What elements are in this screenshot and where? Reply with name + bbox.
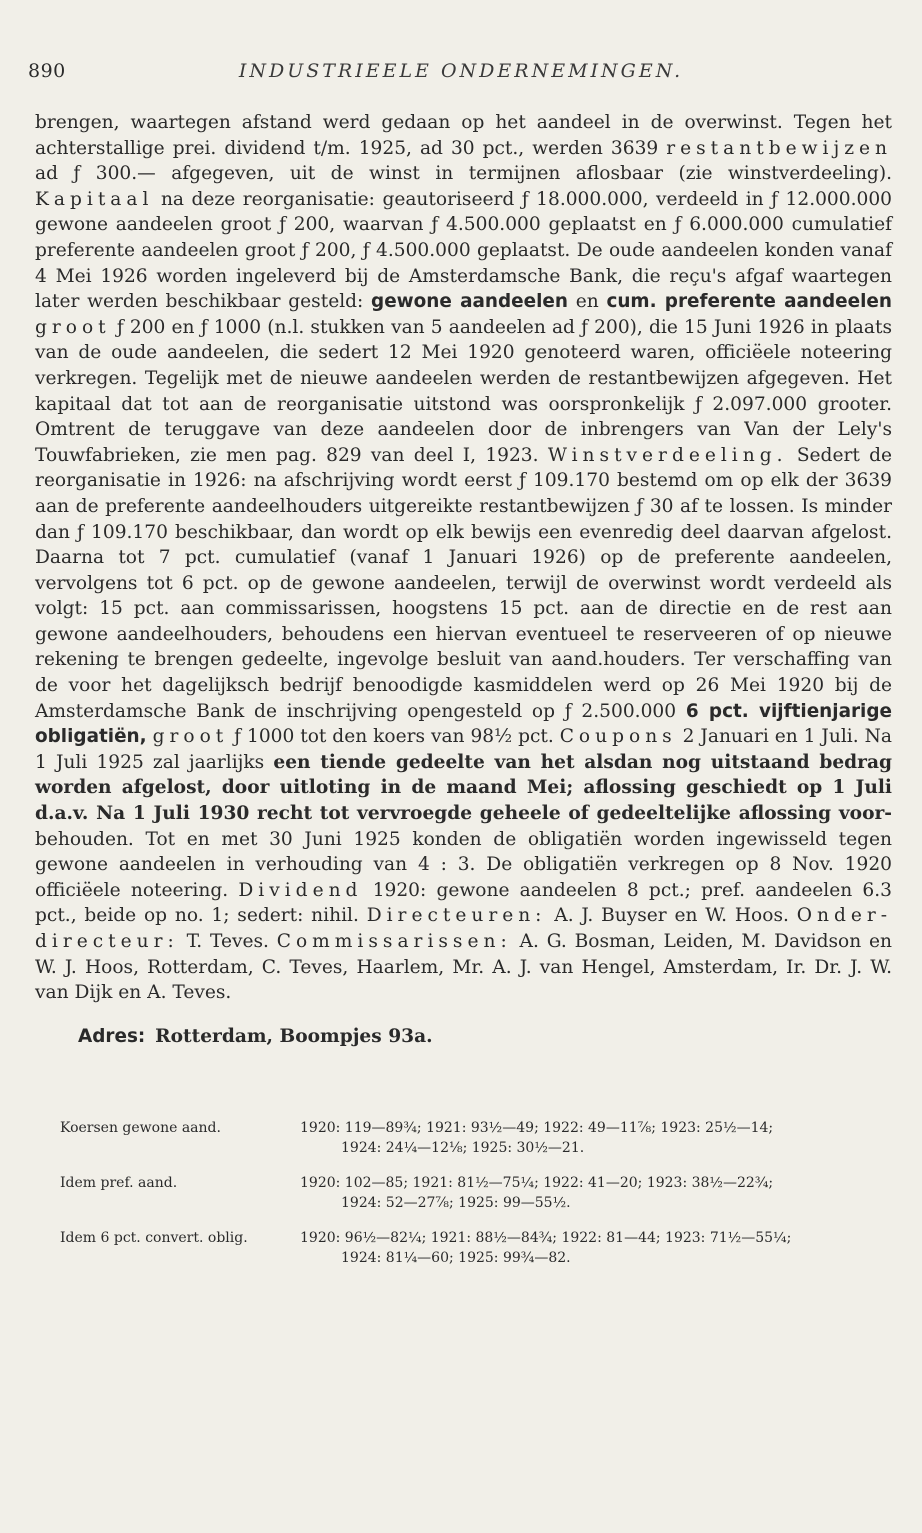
body-paragraph [35, 110, 892, 1006]
spaced-term-onder-directeur: Onder-directeur: [35, 905, 893, 952]
spaced-term-kapitaal: Kapitaal [35, 188, 154, 210]
spaced-term-groot: groot [152, 726, 229, 748]
spaced-term-restantbewijzen: restantbewijzen [666, 137, 892, 159]
page-number: 890 [28, 60, 66, 82]
koersen-label: Idem pref. aand. [60, 1175, 178, 1191]
koersen-row [60, 1173, 882, 1213]
koersen-values: 1920: 96½—82¼; 1921: 88½—84¾; 1922: 81—44; 1923: 71½—55¼; [300, 1230, 792, 1246]
bold-term-gewone-aandeelen: gewone aandeelen [371, 291, 568, 313]
spaced-term-winstverdeeling: Winstverdeeling. [547, 444, 788, 466]
spaced-term-groot: groot [35, 316, 111, 338]
text-run: ƒ 200 en ƒ 1000 (n.l. stukken van 5 aandeelen ad ƒ 200), die 15 Juni 1926 in plaats van de oude aandeelen, die sedert 12 Mei 1920 genoteerd waren, officiëele noteering verkregen. Tegelijk met de nieuwe aandeelen werden de restantbewijzen afgegeven. Het kapitaal dat tot aan de reorganisatie uitstond was oorspronkelijk ƒ 2.097.000 grooter. Omtrent de teruggave van deze aandeelen door de inbrengers van Van der Lely's Touwfabrieken, zie men pag. 829 van deel I, 1923. [35, 316, 892, 466]
spaced-term-dividend: Dividend [238, 879, 363, 901]
address-value: Rotterdam, Boompjes 93a. [155, 1026, 433, 1047]
spaced-term-coupons: Coupons [559, 726, 677, 748]
text-run: behouden. Tot en met 30 Juni 1925 konden de obligatiën worden ingewisseld tegen gewone aandeelen in verhouding van 4 : 3. De obligatiën verkregen op 8 Nov. 1920 officiëele noteering. [35, 828, 892, 901]
page-header [28, 58, 894, 92]
text-run: brengen, waartegen afstand werd gedaan op het aandeel in de overwinst. Tegen het achterstallige prei. dividend t/m. 1925, ad 30 pct., werden 3639 [35, 112, 892, 159]
text-run: ad ƒ 300.— afgegeven, uit de winst in termijnen aflosbaar (zie winstverdeeling). [35, 163, 892, 185]
koersen-values-cont: 1924: 24¼—12⅛; 1925: 30½—21. [341, 1140, 585, 1156]
koersen-label: Koersen gewone aand. [60, 1120, 221, 1136]
spaced-term-commissarissen: Commissarissen: [276, 931, 512, 952]
text-run: en [575, 291, 599, 313]
text-run: T. Teves. [186, 931, 269, 952]
text-run: 1920: gewone aandeelen 8 pct.; pref. aandeelen 6.3 pct., beide op no. 1; sedert: nihil. [35, 879, 892, 927]
koersen-row [60, 1118, 882, 1158]
bold-run-aflossing: een tiende gedeelte van het alsdan nog uitstaand bedrag worden afgelost, door uitloting in de maand Mei; aflossing geschiedt op 1 Juli d.a.v. Na 1 Juli 1930 recht tot vervroegde geheele of gedeeltelijke aflossing voor- [35, 751, 892, 825]
bold-term-obligatien: 6 pct. vijftienjarige obligatiën, [35, 700, 892, 748]
text-run: A. J. Buyser en W. Hoos. [554, 905, 789, 927]
bold-term-cum-preferente: cum. preferente aandeelen [606, 291, 892, 313]
text-run: ƒ 1000 tot den koers van 98½ pct. [234, 726, 554, 748]
koersen-values: 1920: 119—89¾; 1921: 93½—49; 1922: 49—11⅞; 1923: 25½—14; [300, 1120, 774, 1136]
text-run: Sedert de reorganisatie in 1926: na afschrijving wordt eerst ƒ 109.170 bestemd om op elk der 3639 aan de preferente aandeelhouders uitgereikte restantbewijzen ƒ 30 af te lossen. Is minder dan ƒ 109.170 beschikbaar, dan wordt op elk bewijs een evenredig deel daarvan afgelost. Daarna tot 7 pct. cumulatief (vanaf 1 Januari 1926) op de preferente aandeelen, vervolgens tot 6 pct. op de gewone aandeelen, terwijl de overwinst wordt verdeeld als volgt: 15 pct. aan commissarissen, hoogstens 15 pct. aan de directie en de rest aan gewone aandeelhouders, behoudens een hiervan eventueel te reserveeren of op nieuwe rekening te brengen gedeelte, ingevolge besluit van aand.houders. Ter verschaffing van de voor het dagelijksch bedrijf benoodigde kasmiddelen werd op 26 Mei 1920 bij de Amsterdamsche Bank de inschrijving opengesteld op ƒ 2.500.000 [35, 444, 892, 722]
running-head: INDUSTRIEELE ONDERNEMINGEN. [238, 60, 684, 82]
spaced-term-directeuren: Directeuren: [366, 905, 547, 927]
koersen-values-cont: 1924: 52—27⅞; 1925: 99—55½. [341, 1195, 571, 1211]
koersen-values: 1920: 102—85; 1921: 81½—75¼; 1922: 41—20; 1923: 38½—22¾; [300, 1175, 774, 1191]
koersen-values-cont: 1924: 81¼—60; 1925: 99¾—82. [341, 1250, 571, 1266]
koersen-row [60, 1228, 882, 1268]
text-run: 2 Januari en 1 Juli. Na 1 Juli 1925 zal jaarlijks [35, 726, 892, 773]
text-run: A. G. Bosman, Leiden, M. Davidson en W. J. Hoos, Rotterdam, C. Teves, Haarlem, Mr. A. J. van Hengel, Amsterdam, Ir. Dr. J. W. van Dijk en A. Teves. [35, 931, 892, 1004]
address-line [78, 1026, 433, 1047]
koersen-label: Idem 6 pct. convert. oblig. [60, 1230, 248, 1246]
text-run: na deze reorganisatie: geautoriseerd ƒ 18.000.000, verdeeld in ƒ 12.000.000 gewone aandeelen groot ƒ 200, waarvan ƒ 4.500.000 geplaatst en ƒ 6.000.000 cumulatief preferente aandeelen groot ƒ 200, ƒ 4.500.000 geplaatst. De oude aandeelen konden vanaf 4 Mei 1926 worden ingeleverd bij de Amsterdamsche Bank, die reçu's afgaf waartegen later werden beschikbaar gesteld: [35, 188, 892, 313]
address-label: Adres: [78, 1026, 146, 1047]
